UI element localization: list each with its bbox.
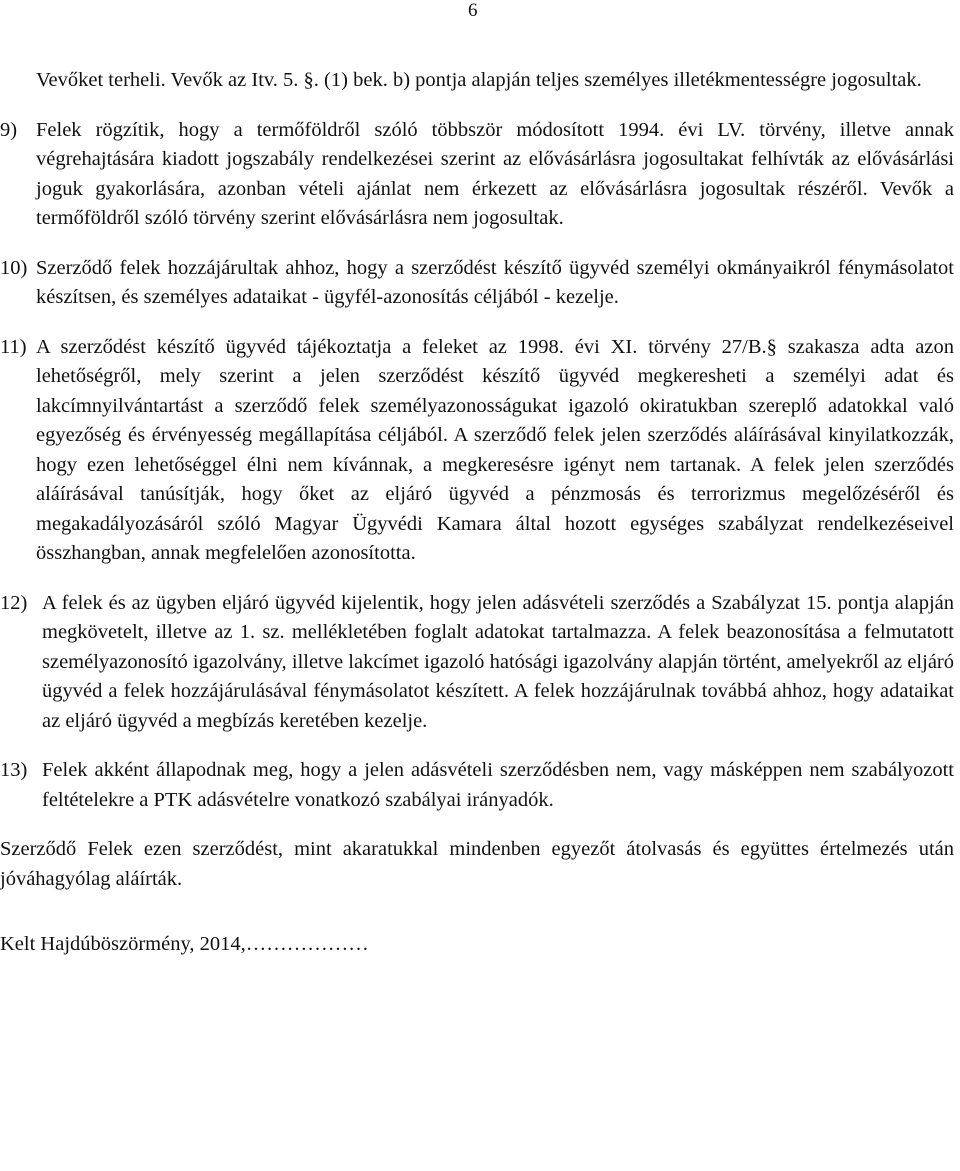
clause-9 [0,116,960,234]
page-number: 6 [468,0,478,21]
clause-10 [0,254,960,313]
clause-number: 13) [0,759,28,781]
intro-paragraph: Vevőket terheli. Vevők az Itv. 5. §. (1) bek. b) pontja alapján teljes személyes illetékmentességre jogosultak. [36,69,922,91]
clause-number: 12) [0,591,28,614]
clause-12 [0,589,960,737]
clause-number: 9) [0,118,18,141]
clause-text: A felek és az ügyben eljáró ügyvéd kijelentik, hogy jelen adásvételi szerződés a Szabályzat 15. pontja alapján megkövetelt, illetve az 1. sz. mellékletében foglalt adatokat tartalmazza. A felek beazonosítása a felmutatott személyazonosító igazolvány, illetve lakcímet igazoló hatósági igazolvány alapján történt, amelyekről az eljáró ügyvéd a felek hozzájárulásával fénymásolatot készített. A felek hozzájárulnak továbbá ahhoz, hogy adataikat az eljáró ügyvéd a megbízás keretében kezelje. [42,591,954,732]
clause-13 [0,756,960,815]
document-body [0,66,960,960]
clause-text: Felek rögzítik, hogy a termőföldről szóló többször módosított 1994. évi LV. törvény, illetve annak végrehajtására kiadott jogszabály rendelkezései szerint az elővásárlásra jogosultakat felhívták az elővásárlási joguk gyakorlására, azonban vételi ajánlat nem érkezett az elővásárlásra jogosultak részéről. Vevők a termőföldről szóló törvény szerint elővásárlásra nem jogosultak. [36,118,954,229]
place-and-date: Kelt Hajdúböszörmény, 2014,……………… [0,933,369,955]
clause-text: Felek akként állapodnak meg, hogy a jelen adásvételi szerződésben nem, vagy másképpen nem szabályozott feltételekre a PTK adásvételre vonatkozó szabályai irányadók. [42,759,954,811]
clause-number: 10) [0,256,28,279]
clause-text: A szerződést készítő ügyvéd tájékoztatja a feleket az 1998. évi XI. törvény 27/B.§ szakasza adta azon lehetőségről, mely szerint a jelen szerződést készítő ügyvéd megkeresheti a személyi adat és lakcímnyilvántartást a szerződő felek személyazonosságukat igazoló okiratukban szereplő adatokkal való egyezőség és érvényesség megállapítása céljából. A szerződő felek jelen szerződés aláírásával kinyilatkozzák, hogy ezen lehetőséggel élni nem kívánnak, a megkeresésre igényt nem tartanak. A felek jelen szerződés aláírásával tanúsítják, hogy őket az eljáró ügyvéd a pénzmosás és terrorizmus megelőzéséről és megakadályozásáról szóló Magyar Ügyvédi Kamara által hozott egységes szabályzat rendelkezéseivel összhangban, annak megfelelően azonosította. [36,335,954,564]
clause-11 [0,333,960,569]
clause-text: Szerződő felek hozzájárultak ahhoz, hogy a szerződést készítő ügyvéd személyi okmányaikról fénymásolatot készítsen, és személyes adataikat - ügyfél-azonosítás céljából - kezelje. [36,256,954,308]
clause-number: 11) [0,335,27,358]
closing-paragraph: Szerződő Felek ezen szerződést, mint akaratukkal mindenben egyezőt átolvasás és együttes értelmezés után jóváhagyólag aláírták. [0,838,954,890]
